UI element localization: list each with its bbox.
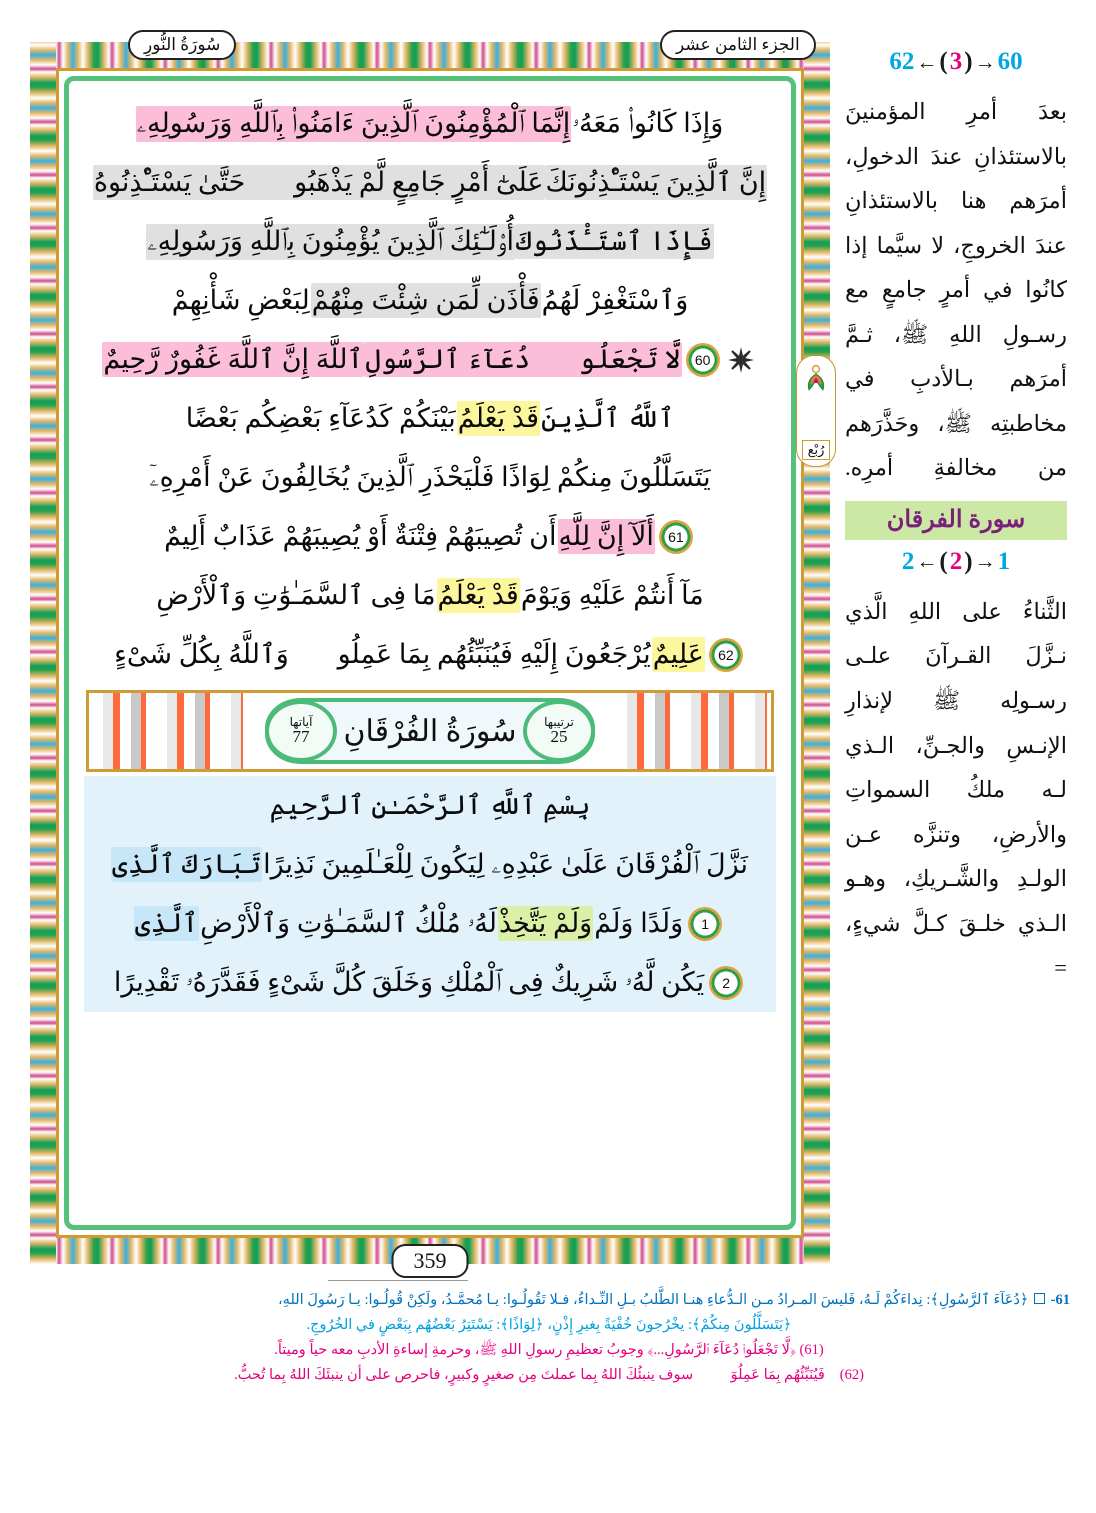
range-right-nur: 60 xyxy=(997,48,1023,75)
range-center-nur: 3 xyxy=(949,48,963,75)
quran-line xyxy=(84,271,776,330)
range-paren-open-furqan: ( xyxy=(939,547,948,575)
footnote-text: ﴿لَّا تَجْعَلُوا۟ دُعَآءَ ٱلرَّسُولِ...﴾ وجوبُ تعظيمِ رسولِ اللهِ ﷺ، وحرمةِ إساءةِ الأدبِ معه حياً وميتاً. xyxy=(274,1341,796,1358)
rub-quarter-marker xyxy=(796,355,836,467)
banner-ornament-left xyxy=(93,693,243,769)
quran-line xyxy=(84,212,776,271)
mushaf-frame xyxy=(30,35,830,1273)
quran-line xyxy=(84,448,776,507)
footnote-number: 61- xyxy=(1047,1292,1070,1308)
footnote-text: ﴿فَيُنَبِّئُهُم بِمَا عَمِلُوٓا۟﴾ سوف ينبئُكَ اللهُ بِما عملتَ مِن صغيرٍ وكبيرٍ، فاحرص على أن ينبئَكَ اللهُ بِما تُحبُّ. xyxy=(234,1366,837,1383)
range-paren-close-furqan: ) xyxy=(964,547,973,575)
footnote-checkbox-icon xyxy=(1034,1293,1045,1304)
ayah-number-marker: 2 xyxy=(709,966,743,1000)
ayah-count-value: 77 xyxy=(292,727,310,747)
quran-line xyxy=(84,507,776,566)
footnotes-section xyxy=(28,1288,1070,1388)
ayah-number-marker: 60 xyxy=(686,343,720,377)
ayah-count-badge xyxy=(265,700,337,762)
quran-segment-highlighted: أُو۟لَـٰٓئِكَ ٱلَّذِينَ يُؤْمِنُونَ بِٱللَّهِ وَرَسُولِهِۦ xyxy=(146,224,515,260)
furqan-opening-block xyxy=(84,776,776,1012)
quran-segment: لَهُۥ مُلْكُ ٱلسَّمَـٰوَٰتِ وَٱلْأَرْضِ xyxy=(200,907,497,938)
quran-segment: يُرْجَعُونَ إِلَيْهِ فَيُنَبِّئُهُم بِمَا عَمِلُوا۟ وَٱللَّهُ بِكُلِّ شَىْءٍ xyxy=(114,639,651,669)
footnote-entry xyxy=(28,1363,1070,1388)
rub-flower-icon xyxy=(803,364,829,398)
range-left-furqan: 2 xyxy=(901,547,915,575)
quran-segment-highlighted: فَإِذَا ٱسْتَـْٔذَنُوكَ xyxy=(515,224,714,259)
page-number: 359 xyxy=(392,1244,469,1278)
surah-furqan-banner xyxy=(86,690,774,772)
surah-order-value: 25 xyxy=(550,727,568,747)
quran-line xyxy=(84,566,776,625)
footnote-list xyxy=(28,1288,1070,1388)
quran-line xyxy=(84,389,776,448)
ayah-count-label: آياتها xyxy=(289,714,313,729)
quran-segment: مَآ أَنتُمْ عَلَيْهِ وَيَوْمَ xyxy=(520,580,704,610)
rosette-ornament-icon xyxy=(728,347,754,373)
quran-segment-highlighted: إِنَّمَا ٱلْمُؤْمِنُونَ ٱلَّذِينَ ءَامَنُوا۟ بِٱللَّهِ وَرَسُولِهِۦ xyxy=(136,106,572,142)
tafsir-text-furqan: الثَّناءُ على اللهِ الَّذي نـزَّلَ القـرآنَ علـى رسـولِه ﷺ لإنذارِ الإنـسِ والجـنِّ، الـذي لـه ملكُ السمواتِ والأرضِ، وتنزَّه عـن الولـدِ والشَّـريكِ، وهـو الـذي خلـقَ كـلَّ شيءٍ، = xyxy=(845,598,1067,981)
range-paren-close-nur: ) xyxy=(964,48,973,75)
tafsir-sidebar xyxy=(845,48,1067,991)
border-band-right xyxy=(804,42,830,1264)
surah-furqan-verses xyxy=(84,835,776,1012)
quran-segment: ٱللَّهُ ٱلَّذِينَ xyxy=(541,403,675,433)
quran-line xyxy=(84,153,776,212)
footnote-entry xyxy=(28,1288,1070,1313)
range-arrow-left-furqan: ← xyxy=(916,549,938,574)
quran-segment: بَيْنَكُمْ كَدُعَآءِ بَعْضِكُم بَعْضًا xyxy=(185,403,456,433)
quran-segment-highlighted: ٱلَّذِى xyxy=(134,906,199,941)
quran-segment-highlighted: تَبَارَكَ ٱلَّذِى xyxy=(111,847,262,882)
quran-text-area xyxy=(74,86,786,1220)
surah-name-header: سُورَةُ النُّورِ xyxy=(128,30,236,60)
quran-segment-highlighted: عَلَىٰٓ أَمْرٍ جَامِعٍ لَّمْ يَذْهَبُوا۟ حَتَّىٰ يَسْتَـْٔذِنُوهُ xyxy=(93,165,545,200)
quran-segment-highlighted: فَأْذَن لِّمَن شِئْتَ مِنْهُمْ xyxy=(311,283,541,318)
quran-line xyxy=(84,94,776,153)
quran-segment: لِبَعْضِ شَأْنِهِمْ xyxy=(171,285,310,315)
quran-segment: وَٱسْتَغْفِرْ لَهُمُ xyxy=(541,285,689,315)
range-paren-open-nur: ( xyxy=(939,48,948,75)
quran-segment: نَزَّلَ ٱلْفُرْقَانَ عَلَىٰ عَبْدِهِۦ لِيَكُونَ لِلْعَـٰلَمِينَ نَذِيرًا xyxy=(263,848,748,879)
quran-line xyxy=(84,835,776,894)
quran-segment-highlighted: ٱللَّهَ إِنَّ ٱللَّهَ غَفُورٌ رَّحِيمٌ xyxy=(102,342,364,377)
quran-segment-highlighted: قَدْ يَعْلَمُ xyxy=(457,401,540,436)
sidebar-surah-furqan-tag: سورة الفرقان xyxy=(845,501,1067,540)
quran-segment-highlighted: قَدْ يَعْلَمُ xyxy=(437,578,520,613)
juz-header: الجزء الثامن عشر xyxy=(660,30,816,60)
range-right-furqan: 1 xyxy=(997,547,1011,575)
tafsir-text-nur: بعدَ أمرِ المؤمنينَ بالاستئذانِ عندَ الدخولِ، أمرَهم هنا بالاستئذانِ عندَ الخروجِ، لا سيَّما إذا كانُوا في أمرٍ جامعٍ مع رسـولِ اللهِ ﷺ، ثـمَّ أمرَهم بـالأدبِ في مخاطبتِه ﷺ، وحَذَّرَهم من مخالفةِ أمرِه. xyxy=(845,99,1067,481)
range-center-furqan: 2 xyxy=(949,547,963,575)
quran-segment-highlighted: وَلَمْ يَتَّخِذْ xyxy=(498,906,593,941)
quran-segment-highlighted: أَلَآ إِنَّ لِلَّهِ xyxy=(558,519,655,554)
footnote-separator xyxy=(328,1280,468,1281)
footnote-text: ﴿دُعَآءَ ٱلرَّسُولِ﴾: نِداءَكُمْ لَـهُ، فَليسَ المـرادُ مـن الـدُّعاءِ هنـا الطَّلبُ بـلِ النِّـداءُ، فـلا تَقُولُـوا: يـا مُحمَّـدُ، ولَكِنْ قُولُـوا: يـا رَسُولَ اللهِ، xyxy=(278,1292,1029,1308)
quran-line xyxy=(84,330,776,389)
border-band-left xyxy=(30,42,56,1264)
quran-segment: أَن تُصِيبَهُمْ فِتْنَةٌ أَوْ يُصِيبَهُمْ عَذَابٌ أَلِيمٌ xyxy=(164,521,557,551)
range-arrow-left-nur: ← xyxy=(916,49,938,74)
quran-segment: يَتَسَلَّلُونَ مِنكُمْ لِوَاذًا فَلْيَحْذَرِ ٱلَّذِينَ يُخَالِفُونَ عَنْ أَمْرِهِۦٓ xyxy=(149,461,711,492)
range-arrow-right-furqan: → xyxy=(974,549,996,574)
range-arrow-right-nur: → xyxy=(974,49,996,74)
surah-nur-verses xyxy=(84,94,776,684)
ayah-number-marker: 61 xyxy=(659,520,693,554)
bismillah-text: بِسْمِ ٱللَّهِ ٱلرَّحْمَـٰنِ ٱلرَّحِيمِ xyxy=(269,790,591,820)
quran-line xyxy=(84,625,776,684)
bismillah-line xyxy=(84,776,776,835)
quran-segment-highlighted: لَّا تَجْعَلُوا۟ دُعَآءَ ٱلرَّسُولِ xyxy=(364,342,681,377)
footnote-text: ﴿يَتَسَلَّلُونَ مِنكُمْ﴾: يخْرُجونَ خُفْيَةً بِغيرِ إِذْنٍ، ﴿لِوَاذًا﴾: يَسْتَتِرُ بَعْضُهُم بِبَعْضٍ في الخُرُوجِ. xyxy=(306,1316,792,1333)
quran-segment: مَا فِى ٱلسَّمَـٰوَٰتِ وَٱلْأَرْضِ xyxy=(156,580,436,610)
quran-segment: وَإِذَا كَانُوا۟ مَعَهُۥ xyxy=(572,107,724,138)
ayah-number-marker: 1 xyxy=(688,907,722,941)
quran-segment-highlighted: إِنَّ ٱلَّذِينَ يَسْتَـْٔذِنُونَكَ xyxy=(545,165,768,200)
quran-segment: يَكُن لَّهُۥ شَرِيكٌ فِى ٱلْمُلْكِ وَخَلَقَ كُلَّ شَىْءٍ فَقَدَّرَهُۥ تَقْدِيرًا xyxy=(113,966,705,997)
footnote-number: (62) xyxy=(836,1366,864,1383)
surah-order-label: ترتيبها xyxy=(544,714,574,729)
surah-order-badge xyxy=(523,700,595,762)
footnote-entry xyxy=(28,1313,1070,1338)
verse-range-furqan xyxy=(845,548,1067,576)
range-left-nur: 62 xyxy=(889,48,915,75)
surah-banner-title: سُورَةُ الفُرْقَانِ xyxy=(265,698,595,764)
rub-label: رُبْع xyxy=(802,440,831,460)
quran-line xyxy=(84,894,776,953)
footnote-number: (61) xyxy=(795,1341,824,1358)
quran-segment-highlighted: عَلِيمٌ xyxy=(652,637,705,672)
verse-range-nur xyxy=(845,48,1067,76)
footnote-entry xyxy=(28,1338,1070,1363)
quran-line xyxy=(84,953,776,1012)
ayah-number-marker: 62 xyxy=(709,638,743,672)
banner-ornament-right xyxy=(617,693,767,769)
quran-segment: وَلَدًا وَلَمْ xyxy=(594,908,684,938)
